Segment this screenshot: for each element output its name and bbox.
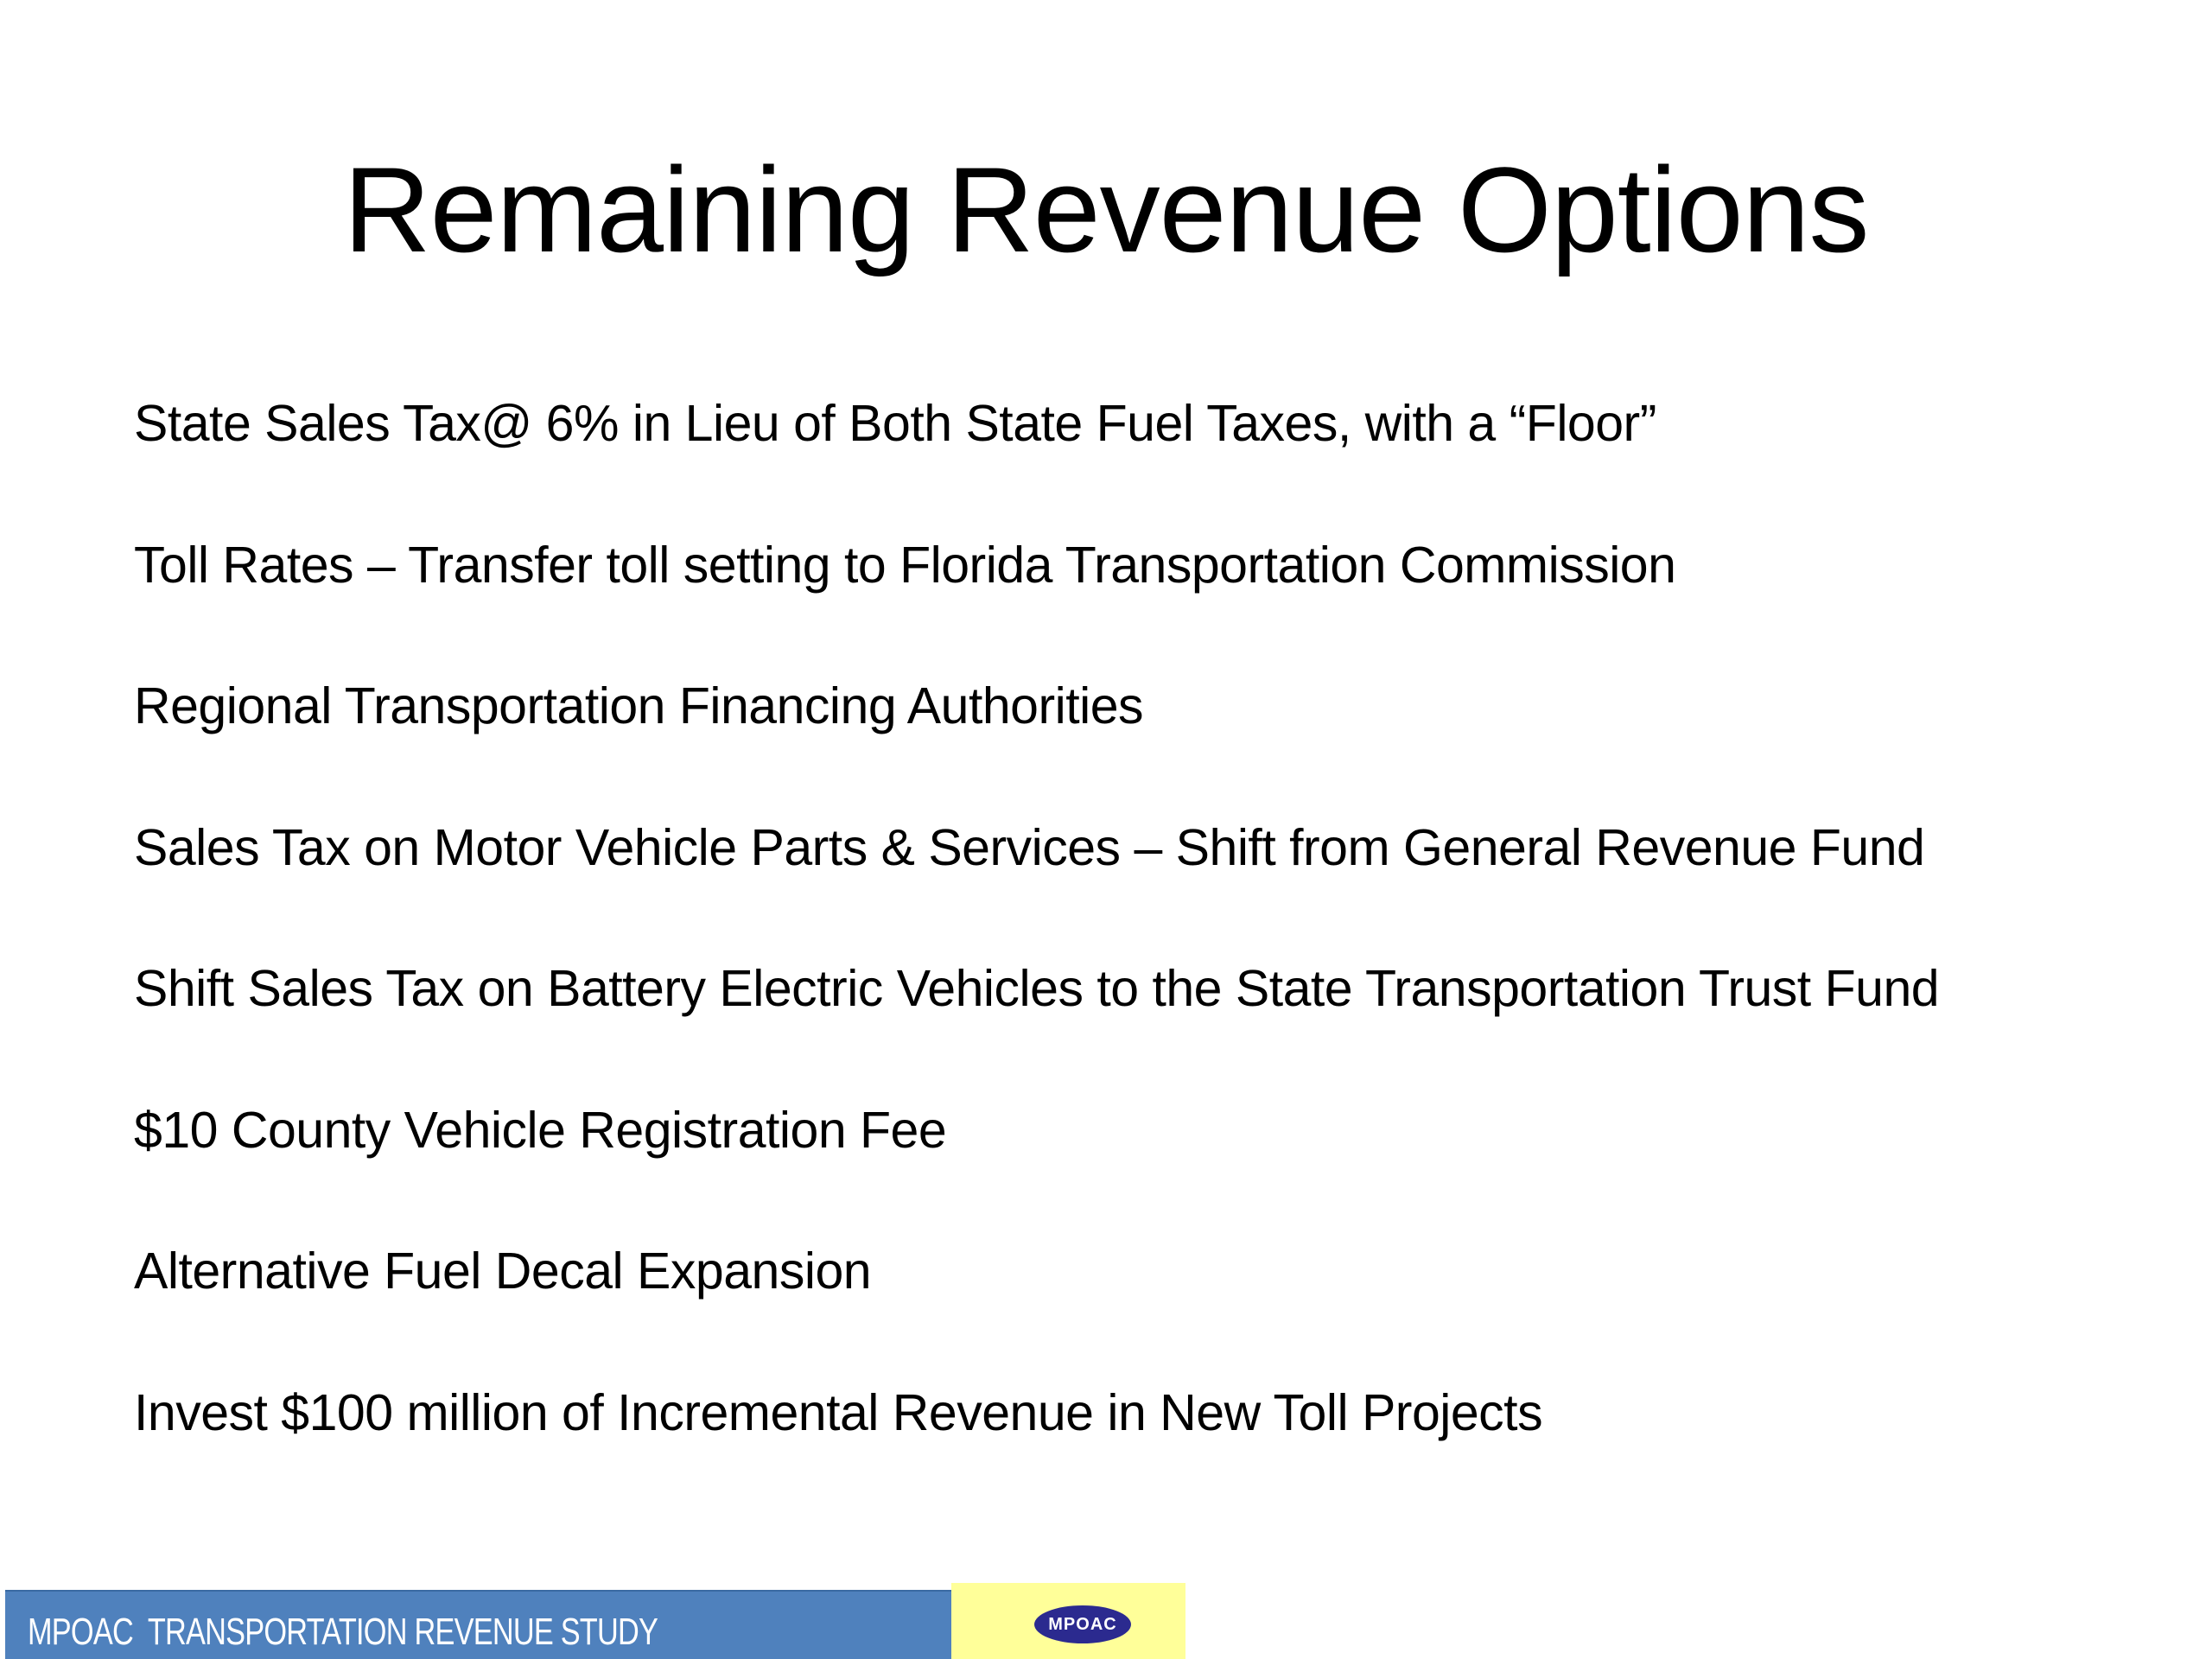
mpoac-logo (1034, 1605, 1131, 1643)
list-item: State Sales Tax@ 6% in Lieu of Both State Fuel Taxes, with a “Floor” (134, 395, 1656, 452)
list-item: $10 County Vehicle Registration Fee (134, 1101, 947, 1159)
list-item: Shift Sales Tax on Battery Electric Vehicles to the State Transportation Trust Fund (134, 960, 1940, 1017)
list-item: Toll Rates – Transfer toll setting to Florida Transportation Commission (134, 536, 1676, 594)
revenue-options-list (134, 380, 2121, 1510)
logo-text: MPOAC (1048, 1615, 1117, 1634)
footer-banner-text: MPOAC TRANSPORTATION REVENUE STUDY (28, 1611, 658, 1653)
footer-banner (5, 1590, 951, 1659)
list-item: Sales Tax on Motor Vehicle Parts & Services – Shift from General Revenue Fund (134, 818, 1925, 876)
list-item: Regional Transportation Financing Authorities (134, 677, 1144, 734)
footer-logo-box (951, 1583, 1185, 1659)
list-item: Alternative Fuel Decal Expansion (134, 1243, 872, 1300)
list-item: Invest $100 million of Incremental Revenue in New Toll Projects (134, 1383, 1543, 1441)
slide-title: Remaining Revenue Options (343, 142, 1869, 277)
